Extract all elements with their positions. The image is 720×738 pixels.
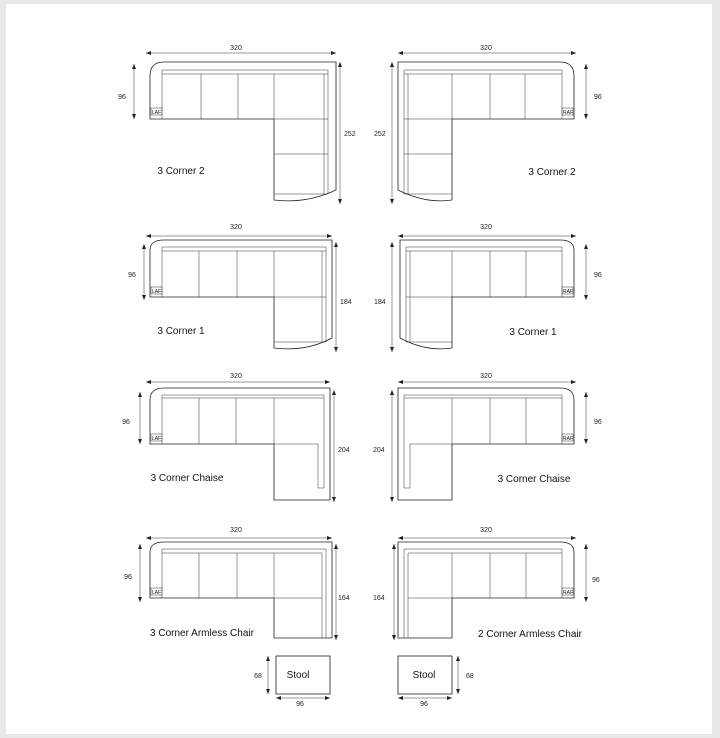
side-tag: LAF (152, 110, 162, 116)
stool-depth-dimension: 68 (254, 673, 262, 680)
diagram-label: 2 Corner Armless Chair (478, 629, 582, 640)
height-dimension: 164 (338, 595, 350, 602)
height-dimension: 252 (374, 131, 386, 138)
depth-dimension: 96 (122, 419, 130, 426)
diagram-3-corner-2-raf (390, 51, 588, 204)
height-dimension: 252 (344, 131, 356, 138)
stool-label: Stool (412, 670, 436, 681)
stool-width-dimension: 96 (296, 701, 304, 708)
side-tag: LAF (152, 436, 162, 442)
width-dimension: 320 (480, 527, 492, 534)
depth-dimension: 96 (118, 94, 126, 101)
stool-width-dimension: 96 (420, 701, 428, 708)
height-dimension: 184 (374, 299, 386, 306)
diagram-label: 3 Corner 2 (157, 166, 205, 177)
depth-dimension: 96 (124, 574, 132, 581)
side-tag: LAF (152, 590, 162, 596)
depth-dimension: 96 (594, 272, 602, 279)
diagram-3-corner-2-laf (132, 51, 342, 204)
stool-label: Stool (286, 670, 310, 681)
diagram-label: 3 Corner 2 (528, 167, 576, 178)
width-dimension: 320 (230, 45, 242, 52)
side-tag: RAF (563, 436, 573, 442)
width-dimension: 320 (230, 373, 242, 380)
depth-dimension: 96 (592, 577, 600, 584)
diagram-3-corner-armless-chair-laf (138, 536, 338, 640)
width-dimension: 320 (480, 45, 492, 52)
side-tag: RAF (563, 289, 573, 295)
width-dimension: 320 (230, 224, 242, 231)
diagram-label: 3 Corner Chaise (497, 474, 571, 485)
side-tag: RAF (563, 590, 573, 596)
diagram-2-corner-armless-chair-raf (392, 536, 588, 640)
height-dimension: 204 (338, 447, 350, 454)
diagram-label: 3 Corner 1 (157, 326, 205, 337)
diagram-label: 3 Corner Chaise (150, 473, 224, 484)
diagram-label: 3 Corner 1 (509, 327, 557, 338)
stool-depth-dimension: 68 (466, 673, 474, 680)
height-dimension: 164 (373, 595, 385, 602)
diagram-label: 3 Corner Armless Chair (150, 628, 254, 639)
side-tag: LAF (152, 289, 162, 295)
width-dimension: 320 (230, 527, 242, 534)
document-page (6, 4, 712, 734)
width-dimension: 320 (480, 224, 492, 231)
diagram-3-corner-1-raf (390, 234, 588, 352)
height-dimension: 184 (340, 299, 352, 306)
side-tag: RAF (563, 110, 573, 116)
depth-dimension: 96 (594, 419, 602, 426)
width-dimension: 320 (480, 373, 492, 380)
sofa-layout-diagrams (6, 4, 712, 734)
depth-dimension: 96 (128, 272, 136, 279)
height-dimension: 204 (373, 447, 385, 454)
depth-dimension: 96 (594, 94, 602, 101)
